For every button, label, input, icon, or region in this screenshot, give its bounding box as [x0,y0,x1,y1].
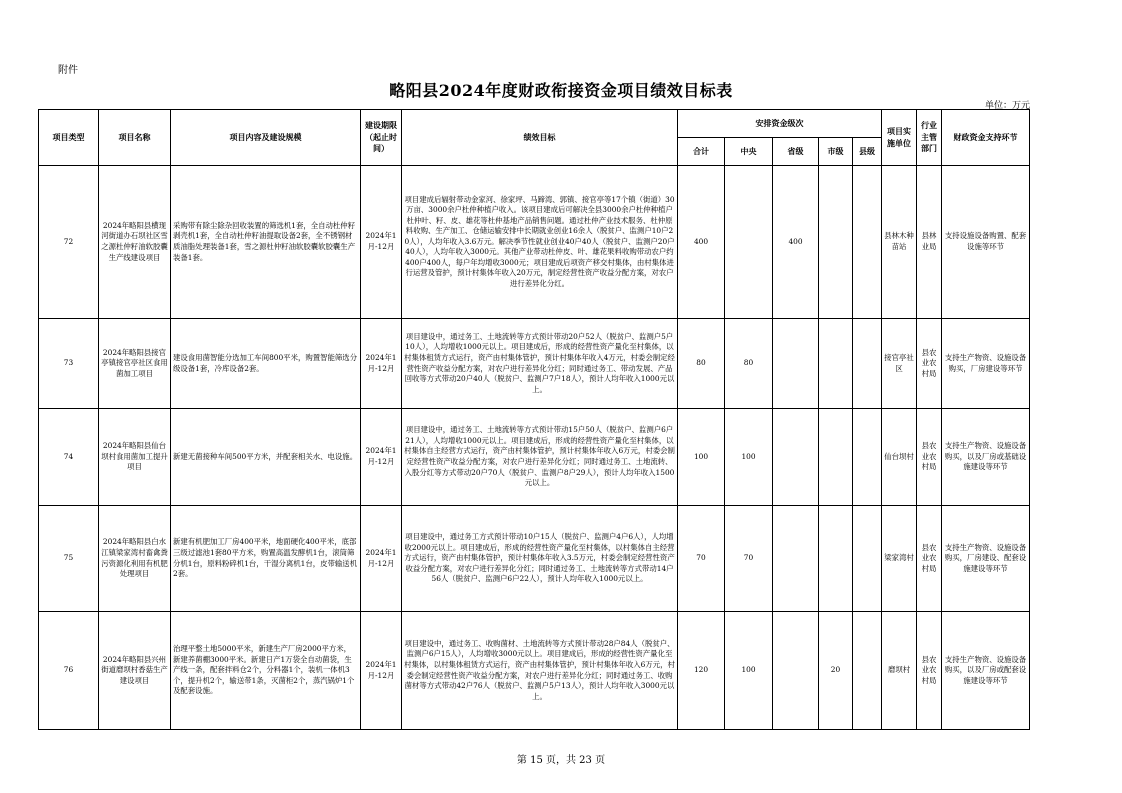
row-county [853,612,882,730]
header-dept: 行业主管部门 [917,110,942,166]
row-content: 治理平整土地5000平米，新建生产厂房2000平方米，新建养菌棚3000平米。新建日产1万袋全自动菌袋，生产线一条，配套拌料仓2个，分料器1个，装机一体机3个，提升机2个，输送带1条，灭菌柜2个，蒸汽锅炉1个及配套设施。 [171,612,361,730]
row-central: 80 [725,319,773,409]
row-name: 2024年略阳县接官亭镇接官亭社区食用菌加工项目 [99,319,171,409]
row-name: 2024年略阳县白水江镇梁家湾村畜禽粪污资源化利用有机肥处理项目 [99,506,171,612]
row-dept: 县林业局 [917,166,942,319]
header-name: 项目名称 [99,110,171,166]
row-type: 73 [39,319,99,409]
row-central: 70 [725,506,773,612]
row-content: 新建有机肥加工厂房400平米，地面硬化400平米，底部三级过滤池1套80平方米，购置高温发酵机1台，滚筒筛分机1台，原料粉碎机1台，干湿分离机1台，皮带输送机2套。 [171,506,361,612]
table-row [39,506,1030,612]
row-content: 建设食用菌智能分选加工车间800平米，购置智能筛选分级设备1套，冷库设备2套。 [171,319,361,409]
row-city [819,506,853,612]
row-goal: 项目建设中，通过务工、土地流转等方式预计带动20户52人（脱贫户、监测户5户10人），人均增收1000元以上。项目建成后，形成的经营性资产量化至村集体，以村集体租赁方式运行，资产由村集体管护，预计村集体年收入4万元，村委会制定经营性资产收益分配方案，对农户进行差异化分红；同时通过务工、带动发展、产品回收等方式带动20户40人（脱贫户、监测户7户18人），预计人均年收入1000元以上。 [402,319,678,409]
row-central [725,166,773,319]
row-period: 2024年1月-12月 [361,319,402,409]
row-goal: 项目建成后辐射带动金家河、徐家坪、马蹄湾、郭镇、接官亭等17个镇（街道）30万亩、3000余户杜仲种植户收入。该项目建成后可解决全县3000余户杜仲种植户杜仲叶、籽、皮、雄花等杜仲基地产品销售问题。通过杜仲产业技术服务、杜仲原料收购、生产加工、仓储运输安排中长期就业创业16余人（脱贫户、监测户10户20人），人均年收入3.6万元。解决季节性就业创业40户40人（脱贫户、监测户20户40人），人均年收入3000元。其他产业带动杜仲皮、叶、雄花果料收购带动农户约400户400人，每户年均增收3000元；项目建成后项资产移交村集体，由村集体进行运营及管护，预计村集体年收入20万元，制定经营性资产收益分配方案，对农户进行差异化分红。 [402,166,678,319]
row-impl-unit: 磨坝村 [882,612,917,730]
row-period: 2024年1月-12月 [361,409,402,506]
row-content: 采购带有除尘除杂回收装置的筛选机1套，全自动杜仲籽剥壳机1套，全自动杜仲籽油提取设备2套，全不锈钢材质油脂处理装备1套，雪之源杜仲籽油软胶囊软胶囊生产装备1套。 [171,166,361,319]
row-type: 74 [39,409,99,506]
row-name: 2024年略阳县横现河街道办石坝社区雪之源杜仲籽油软胶囊生产线建设项目 [99,166,171,319]
row-name: 2024年略阳县仙台坝村食用菌加工提升项目 [99,409,171,506]
header-county: 县级 [853,138,882,166]
row-dept: 县农业农村局 [917,612,942,730]
row-province: 400 [773,166,819,319]
row-type: 76 [39,612,99,730]
row-link: 支持生产物资、设施设备购买，以及厂房或配套设施建设等环节 [942,612,1030,730]
row-total: 100 [678,409,725,506]
row-link: 支持设施设备购置、配套设施等环节 [942,166,1030,319]
header-central: 中央 [725,138,773,166]
row-city: 20 [819,612,853,730]
row-total: 70 [678,506,725,612]
table-row [39,612,1030,730]
table-row [39,409,1030,506]
row-name: 2024年略阳县兴州街道磨坝村香菇生产建设项目 [99,612,171,730]
row-county [853,409,882,506]
row-impl-unit: 接官亭社区 [882,319,917,409]
row-impl-unit: 县林木种苗站 [882,166,917,319]
header-province: 省级 [773,138,819,166]
row-county [853,166,882,319]
attachment-label: 附件 [58,65,78,76]
row-province [773,506,819,612]
row-central: 100 [725,409,773,506]
row-period: 2024年1月-12月 [361,506,402,612]
row-city [819,319,853,409]
row-total: 80 [678,319,725,409]
row-total: 400 [678,166,725,319]
row-goal: 项目建设中，通过务工、收购菌材、土地流转等方式预计带动28户84人（脱贫户、监测户6户15人），人均增收3000元以上。项目建成后，形成的经营性资产量化至村集体，以村集体租赁方式运行，资产由村集体管护，预计村集体年收入6万元，村委会制定经营性资产收益分配方案，对农户进行差异化分红；同时通过务工、收购菌材等方式带动42户76人（脱贫户、监测户5户13人），预计人均年收入3000元以上。 [402,612,678,730]
row-province [773,319,819,409]
row-link: 支持生产物资、设施设备购买，厂房建设等环节 [942,319,1030,409]
row-link: 支持生产物资、设施设备购买，厂房建设、配套设施建设等环节 [942,506,1030,612]
header-impl-unit: 项目实施单位 [882,110,917,166]
row-central: 100 [725,612,773,730]
row-type: 75 [39,506,99,612]
row-content: 新建无菌接种车间500平方米，并配套相关水、电设施。 [171,409,361,506]
row-dept: 县农业农村局 [917,319,942,409]
row-link: 支持生产物资、设施设备购买，以及厂房或基础设施建设等环节 [942,409,1030,506]
row-city [819,166,853,319]
row-county [853,506,882,612]
header-total: 合计 [678,138,725,166]
header-link: 财政资金支持环节 [942,110,1030,166]
row-dept: 县农业农村局 [917,409,942,506]
row-impl-unit: 仙台坝村 [882,409,917,506]
row-period: 2024年1月-12月 [361,166,402,319]
page-title: 略阳县2024年度财政衔接资金项目绩效目标表 [389,81,733,100]
row-impl-unit: 梁家湾村 [882,506,917,612]
header-city: 市级 [819,138,853,166]
row-total: 120 [678,612,725,730]
row-province [773,612,819,730]
row-period: 2024年1月-12月 [361,612,402,730]
unit-label: 单位：万元 [984,101,1030,111]
header-period: 建设期限（起止时间） [361,110,402,166]
table-row [39,319,1030,409]
row-city [819,409,853,506]
table-row [39,166,1030,319]
header-funds-group: 安排资金级次 [678,110,882,138]
page-footer: 第 15 页，共 23 页 [516,755,606,766]
row-province [773,409,819,506]
row-dept: 县农业农村局 [917,506,942,612]
header-goal: 绩效目标 [402,110,678,166]
row-type: 72 [39,166,99,319]
row-goal: 项目建设中，通过务工、土地流转等方式预计带动15户50人（脱贫户、监测户6户21人），人均增收1000元以上。项目建成后，形成的经营性资产量化至村集体，以村集体自主经营方式运行，资产由村集体管护，预计村集体年收入6万元，村委会制定经营性资产收益分配方案，对农户进行差异化分红；同时通过务工、土地流转、入股分红等方式带动20户70人（脱贫户、监测户8户29人），预计人均年收入1500元以上。 [402,409,678,506]
row-goal: 项目建设中，通过务工方式预计带动10户15人（脱贫户、监测户4户6人），人均增收2000元以上。项目建成后，形成的经营性资产量化至村集体，以村集体自主经营方式运行，资产由村集体管护，预计村集体年收入3.5万元，村委会制定经营性资产收益分配方案，对农户进行差异化分红；同时通过务工、土地流转等方式带动14户56人（脱贫户、监测户6户22人），预计人均年收入1000元以上。 [402,506,678,612]
header-type: 项目类型 [39,110,99,166]
performance-table [38,109,1030,730]
row-county [853,319,882,409]
header-content: 项目内容及建设规模 [171,110,361,166]
